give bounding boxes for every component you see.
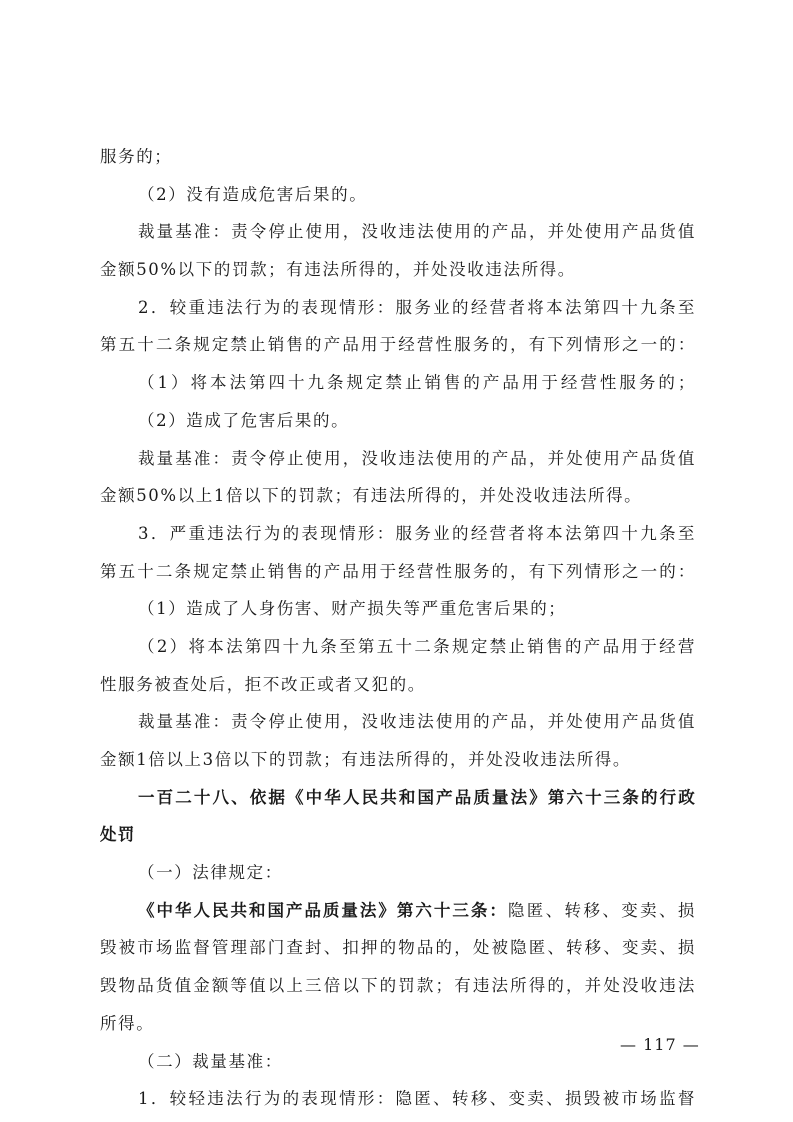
subsection-heading: （一）法律规定： xyxy=(138,863,283,883)
law-text: 隐匿、转移、变卖、损 xyxy=(507,900,696,920)
subsection-heading: （二）裁量基准： xyxy=(138,1051,283,1071)
text-line: 第五十二条规定禁止销售的产品用于经营性服务的，有下列情形之一的： xyxy=(100,561,696,581)
document-page xyxy=(100,138,696,1118)
text-line: 裁量基准：责令停止使用，没收违法使用的产品，并处使用产品货值 xyxy=(138,448,696,468)
text-line: 1．较轻违法行为的表现情形：隐匿、转移、变卖、损毁被市场监督 xyxy=(138,1089,696,1109)
section-heading: 一百二十八、依据《中华人民共和国产品质量法》第六十三条的行政 xyxy=(138,787,696,807)
text-line: 服务的； xyxy=(100,147,173,166)
text-line: （2）造成了危害后果的。 xyxy=(138,410,350,430)
text-line: （2）没有造成危害后果的。 xyxy=(138,184,368,204)
law-citation-line xyxy=(100,892,696,930)
text-line: 毁被市场监督管理部门查封、扣押的物品的，处被隐匿、转移、变卖、损 xyxy=(100,938,696,958)
text-line: 裁量基准：责令停止使用，没收违法使用的产品，并处使用产品货值 xyxy=(138,712,696,732)
text-line: 金额50%以上1倍以下的罚款；有违法所得的，并处没收违法所得。 xyxy=(100,486,643,506)
law-citation: 《中华人民共和国产品质量法》第六十三条： xyxy=(138,900,508,920)
text-line: 金额1倍以上3倍以下的罚款；有违法所得的，并处没收违法所得。 xyxy=(100,750,631,769)
text-line: 3．严重违法行为的表现情形：服务业的经营者将本法第四十九条至 xyxy=(138,523,696,543)
page-number: — 117 — xyxy=(620,1035,700,1054)
text-line: （1）造成了人身伤害、财产损失等严重危害后果的； xyxy=(138,599,567,619)
text-line: 所得。 xyxy=(100,1013,155,1033)
section-heading: 处罚 xyxy=(100,825,136,845)
text-line: 性服务被查处后，拒不改正或者又犯的。 xyxy=(100,674,426,694)
text-line: 2．较重违法行为的表现情形：服务业的经营者将本法第四十九条至 xyxy=(138,297,696,317)
text-line: 第五十二条规定禁止销售的产品用于经营性服务的，有下列情形之一的： xyxy=(100,335,696,355)
text-line: 毁物品货值金额等值以上三倍以下的罚款；有违法所得的，并处没收违法 xyxy=(100,976,696,996)
text-line: （2）将本法第四十九条至第五十二条规定禁止销售的产品用于经营 xyxy=(138,636,696,656)
text-line: 裁量基准：责令停止使用，没收违法使用的产品，并处使用产品货值 xyxy=(138,222,696,242)
text-line: （1）将本法第四十九条规定禁止销售的产品用于经营性服务的； xyxy=(138,373,696,393)
text-line: 金额50%以下的罚款；有违法所得的，并处没收违法所得。 xyxy=(100,260,576,280)
